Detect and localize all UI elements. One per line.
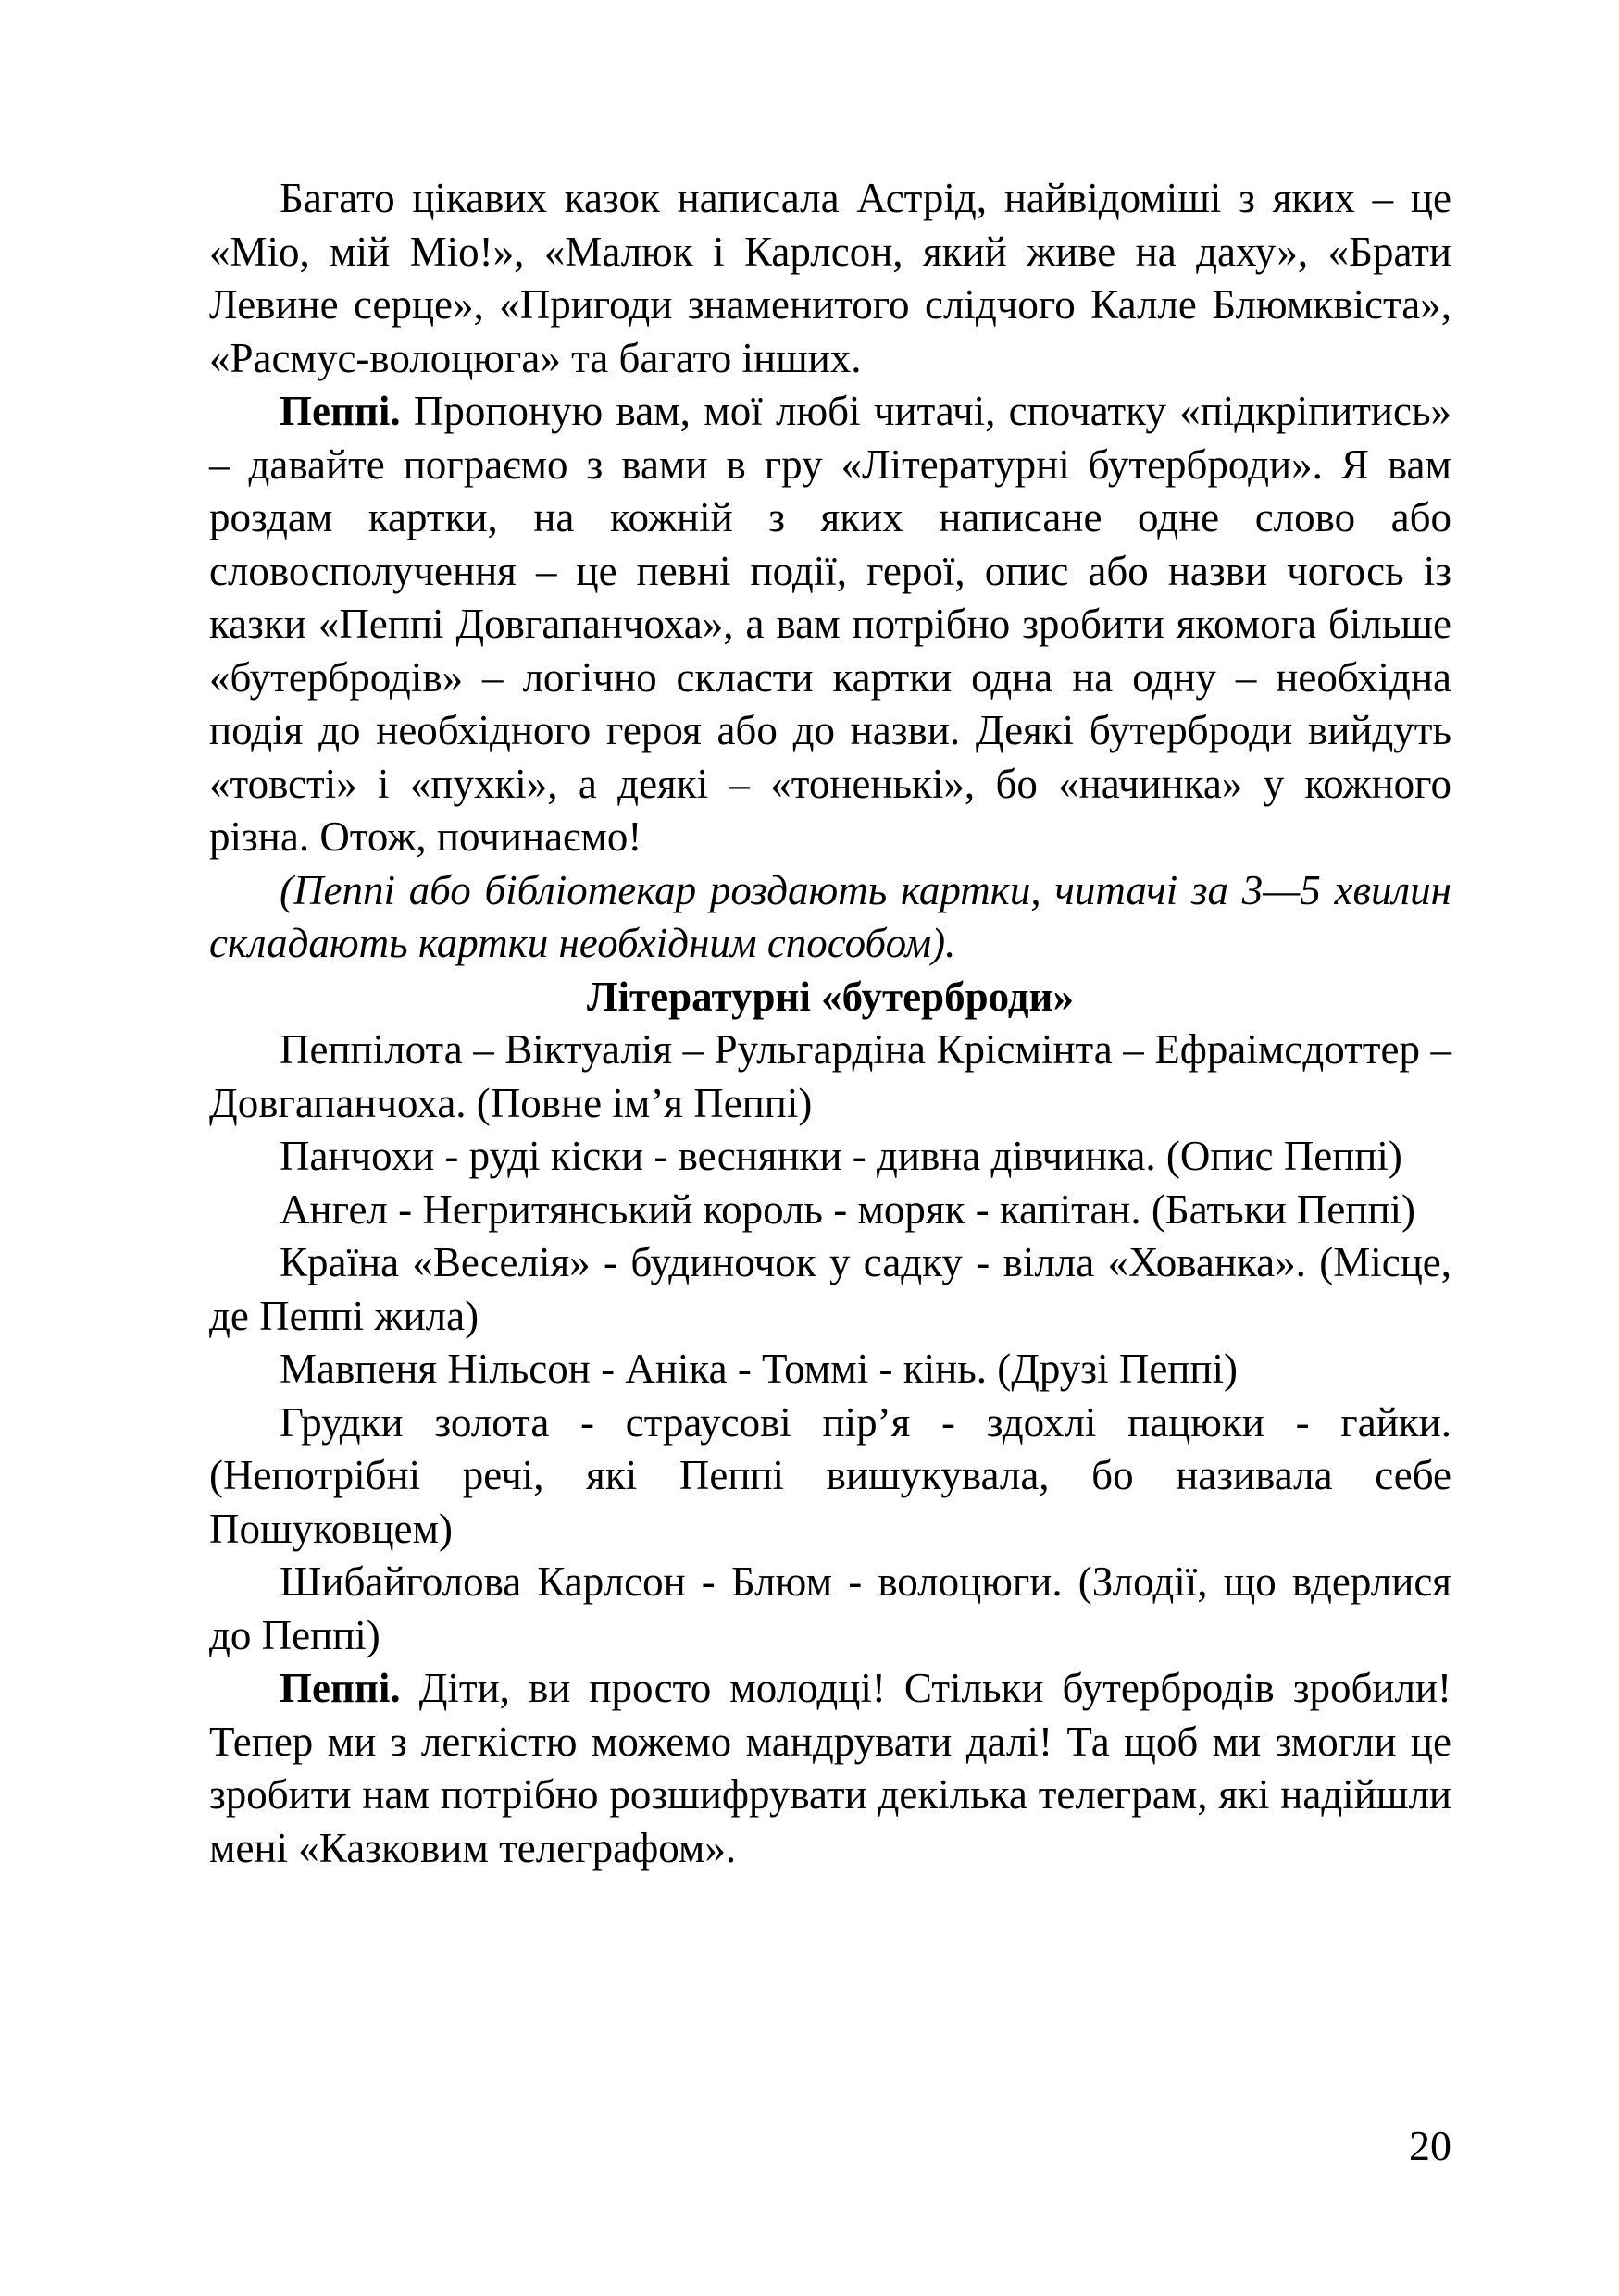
stage-direction: (Пеппі або бібліотекар роздають картки, читачі за 3—5 хвилин складають картки необхідним способом).: [209, 866, 1451, 966]
paragraph-text: Пропоную вам, мої любі читачі, спочатку «підкріпитись» – давайте пограємо з вами в гру «Літературні бутерброди». Я вам роздам картки, на кожній з яких написане одне слово або словосполучення – це певні події, герої, опис або назви чогось із казки «Пеппі Довгапанчоха», а вам потрібно зробити якомога більше «бутербродів» – логічно скласти картки одна на одну – необхідна подія до необхідного героя або до назви. Деякі бутерброди вийдуть «товсті» і «пухкі», а деякі – «тоненькі», бо «начинка» у кожного різна. Отож, починаємо!: [209, 388, 1451, 860]
page-body: [209, 172, 1451, 1875]
list-item: Шибайголова Карлсон - Блюм - волоцюги. (Злодії, що вдерлися до Пеппі): [209, 1558, 1451, 1658]
list-item: Країна «Веселія» - будиночок у садку - вілла «Хованка». (Місце, де Пеппі жила): [209, 1239, 1451, 1339]
paragraph-intro: Багато цікавих казок написала Астрід, найвідоміші з яких – це «Міо, мій Міо!», «Малюк і Карлсон, який живе на даху», «Брати Левине серце», «Пригоди знаменитого слідчого Калле Блюмквіста», «Расмус-волоцюга» та багато інших.: [209, 175, 1451, 381]
page-number: 20: [1409, 2122, 1451, 2169]
paragraph-text: Діти, ви просто молодці! Стільки бутербродів зробили! Тепер ми з легкістю можемо мандрувати далі! Та щоб ми змогли це зробити нам потрібно розшифрувати декілька телеграм, які надійшли мені «Казковим телеграфом».: [209, 1665, 1451, 1871]
paragraph-peppi-game: [209, 385, 1451, 864]
paragraph-peppi-praise: [209, 1662, 1451, 1875]
list-item: Ангел - Негритянський король - моряк - капітан. (Батьки Пеппі): [280, 1185, 1416, 1233]
list-item: Панчохи - руді кіски - веснянки - дивна дівчинка. (Опис Пеппі): [280, 1133, 1402, 1179]
list-item: Пеппілота – Віктуалія – Рульгардіна Крісмінта – Ефраімсдоттер – Довгапанчоха. (Повне ім’я Пеппі): [209, 1026, 1451, 1126]
list-item: Мавпеня Нільсон - Аніка - Томмі - кінь. (Друзі Пеппі): [280, 1346, 1238, 1392]
list-item: Грудки золота - страусові пір’я - здохлі пацюки - гайки. (Непотрібні речі, які Пеппі вишукувала, бо називала себе Пошуковцем): [209, 1398, 1451, 1552]
speaker-label: Пеппі.: [280, 388, 401, 434]
section-heading: Літературні «бутерброди»: [586, 973, 1074, 1020]
speaker-label: Пеппі.: [280, 1665, 401, 1711]
